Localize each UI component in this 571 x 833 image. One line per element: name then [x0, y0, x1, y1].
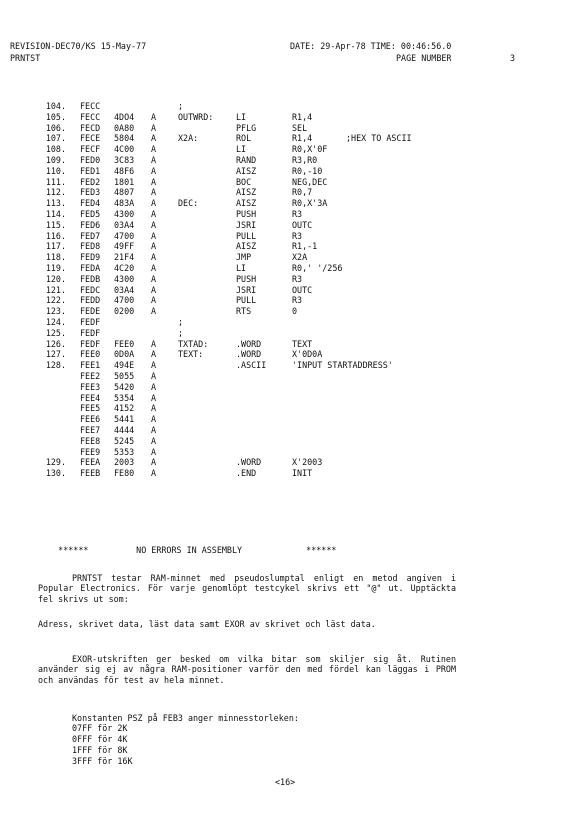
- listing-flag: A: [151, 338, 157, 349]
- listing-flag: A: [151, 208, 157, 219]
- listing-code: 03A4: [114, 219, 135, 230]
- listing-arg: R3: [292, 273, 303, 284]
- listing-code: 49FF: [114, 241, 135, 252]
- listing-flag: A: [151, 198, 157, 209]
- listing-code: 5245: [114, 435, 135, 446]
- listing-line: 104.: [45, 101, 66, 111]
- listing-addr: FED1: [80, 165, 101, 176]
- listing-line: 130.: [45, 468, 66, 479]
- listing-op: .WORD: [236, 349, 262, 360]
- listing-flag: A: [151, 468, 157, 479]
- listing-flag: A: [151, 424, 157, 435]
- listing-code: 0200: [114, 306, 135, 317]
- listing-code: 0D0A: [114, 349, 135, 360]
- assembly-summary: [38, 535, 336, 566]
- listing-addr: FEE5: [80, 403, 101, 414]
- listing-code: 5353: [114, 446, 135, 457]
- listing-addr: FECC: [80, 101, 101, 111]
- listing-flag: A: [151, 176, 157, 187]
- listing-label: OUTWRD:: [178, 111, 214, 122]
- listing-code: 21F4: [114, 252, 135, 263]
- listing-arg: INIT: [292, 468, 313, 479]
- listing-flag: A: [151, 349, 157, 360]
- listing-op: RAND: [236, 154, 257, 165]
- listing-code: 5055: [114, 370, 135, 381]
- listing-label: DEC:: [178, 198, 199, 209]
- listing-code: 4700: [114, 295, 135, 306]
- summary-stars-left: ******: [58, 545, 89, 556]
- listing-label: X2A:: [178, 133, 199, 144]
- listing-line: 111.: [45, 176, 66, 187]
- listing-label: TXTAD:: [178, 338, 209, 349]
- listing-op: .WORD: [236, 457, 262, 468]
- listing-addr: FED0: [80, 154, 101, 165]
- memory-size-item: 07FF för 2K: [72, 723, 128, 733]
- listing-code: 1801: [114, 176, 135, 187]
- listing-arg: 0: [292, 306, 298, 317]
- listing-line: 105.: [45, 111, 66, 122]
- listing-code: 5441: [114, 414, 135, 425]
- listing-flag: A: [151, 165, 157, 176]
- listing-flag: A: [151, 414, 157, 425]
- listing-op: AISZ: [236, 187, 257, 198]
- listing-op: AISZ: [236, 241, 257, 252]
- listing-line: 114.: [45, 208, 66, 219]
- listing-line: 120.: [45, 273, 66, 284]
- listing-code: 4700: [114, 230, 135, 241]
- listing-flag: A: [151, 457, 157, 468]
- listing-addr: FECE: [80, 133, 101, 144]
- listing-op: ROL: [236, 133, 252, 144]
- listing-addr: FEEA: [80, 457, 101, 468]
- program-name: PRNTST: [10, 53, 41, 63]
- listing-flag: A: [151, 144, 157, 155]
- listing-code: 483A: [114, 198, 135, 209]
- listing-addr: FEE7: [80, 424, 101, 435]
- date-time-header: DATE: 29-Apr-78 TIME: 00:46:56.0: [290, 41, 452, 51]
- listing-flag: A: [151, 252, 157, 263]
- listing-op: PUSH: [236, 208, 257, 219]
- listing-flag: A: [151, 403, 157, 414]
- listing-arg: OUTC: [292, 284, 313, 295]
- listing-addr: FEDB: [80, 273, 101, 284]
- listing-line: 129.: [45, 457, 66, 468]
- listing-flag: A: [151, 295, 157, 306]
- listing-arg: OUTC: [292, 219, 313, 230]
- listing-line: 108.: [45, 144, 66, 155]
- description-paragraph-1: PRNTST testar RAM-minnet med pseudoslumptal enligt en metod angiven i Popular Electronics. För varje genomlöpt testcykel skrivs ett "@" ut. Upptäckta fel skrivs ut som:: [38, 573, 456, 604]
- listing-arg: R1,-1: [292, 241, 318, 252]
- listing-addr: FED8: [80, 241, 101, 252]
- listing-flag: A: [151, 262, 157, 273]
- listing-addr: FEE9: [80, 446, 101, 457]
- listing-line: 113.: [45, 198, 66, 209]
- listing-line: 126.: [45, 338, 66, 349]
- listing-line: 106.: [45, 122, 66, 133]
- listing-flag: A: [151, 133, 157, 144]
- listing-arg: R0,X'0F: [292, 144, 328, 155]
- listing-addr: FEE3: [80, 381, 101, 392]
- listing-addr: FEE4: [80, 392, 101, 403]
- description-paragraph-4: Konstanten PSZ på FEB3 anger minnesstorleken:: [72, 713, 299, 723]
- listing-code: 3C83: [114, 154, 135, 165]
- page-footer-number: <16>: [275, 777, 296, 787]
- listing-arg: X2A: [292, 252, 308, 263]
- listing-addr: FEE6: [80, 414, 101, 425]
- listing-op: LI: [236, 111, 247, 122]
- listing-op: PFLG: [236, 122, 257, 133]
- listing-addr: FEDF: [80, 316, 101, 327]
- summary-message: NO ERRORS IN ASSEMBLY: [136, 545, 243, 556]
- listing-addr: FEEB: [80, 468, 101, 479]
- listing-line: 110.: [45, 165, 66, 176]
- listing-code: 4C20: [114, 262, 135, 273]
- listing-addr: FED9: [80, 252, 101, 263]
- listing-addr: FEDC: [80, 284, 101, 295]
- listing-addr: FED7: [80, 230, 101, 241]
- memory-size-item: 3FFF för 16K: [72, 756, 133, 766]
- listing-label: TEXT:: [178, 349, 204, 360]
- listing-code: 0A80: [114, 122, 135, 133]
- listing-arg: R0,' '/256: [292, 262, 343, 273]
- listing-op: JSRI: [236, 219, 257, 230]
- description-paragraph-2: Adress, skrivet data, läst data samt EXOR av skrivet och läst data.: [38, 619, 376, 629]
- listing-arg: R1,4: [292, 111, 313, 122]
- listing-code: 5420: [114, 381, 135, 392]
- listing-line: 109.: [45, 154, 66, 165]
- listing-code: 48F6: [114, 165, 135, 176]
- listing-arg: R0,7: [292, 187, 313, 198]
- listing-arg: R3,R0: [292, 154, 318, 165]
- listing-code: 5804: [114, 133, 135, 144]
- listing-arg: X'2003: [292, 457, 323, 468]
- listing-flag: A: [151, 392, 157, 403]
- listing-line: 124.: [45, 316, 66, 327]
- listing-addr: FEE1: [80, 360, 101, 371]
- listing-op: JMP: [236, 252, 252, 263]
- listing-line: 122.: [45, 295, 66, 306]
- listing-flag: A: [151, 219, 157, 230]
- listing-arg: R3: [292, 230, 303, 241]
- listing-code: 4807: [114, 187, 135, 198]
- listing-flag: A: [151, 154, 157, 165]
- listing-op: RTS: [236, 306, 252, 317]
- listing-flag: A: [151, 284, 157, 295]
- listing-flag: A: [151, 187, 157, 198]
- listing-arg: R3: [292, 208, 303, 219]
- listing-flag: A: [151, 370, 157, 381]
- listing-addr: FEDF: [80, 338, 101, 349]
- listing-code: 4152: [114, 403, 135, 414]
- listing-op: LI: [236, 262, 247, 273]
- listing-addr: FED3: [80, 187, 101, 198]
- listing-line: 117.: [45, 241, 66, 252]
- listing-arg: R0,-10: [292, 165, 323, 176]
- memory-size-list: [72, 723, 133, 767]
- listing-op: .ASCII: [236, 360, 267, 371]
- listing-arg: R1,4: [292, 133, 313, 144]
- listing-arg: TEXT: [292, 338, 313, 349]
- listing-code: 4C00: [114, 144, 135, 155]
- listing-label: ;: [178, 327, 184, 338]
- listing-addr: FED2: [80, 176, 101, 187]
- listing-addr: FEDE: [80, 306, 101, 317]
- listing-code: FE80: [114, 468, 135, 479]
- listing-label: ;: [178, 316, 184, 327]
- listing-flag: A: [151, 381, 157, 392]
- listing-line: 123.: [45, 306, 66, 317]
- listing-op: PULL: [236, 230, 257, 241]
- listing-flag: A: [151, 230, 157, 241]
- listing-line: 128.: [45, 360, 66, 371]
- listing-op: AISZ: [236, 198, 257, 209]
- listing-flag: A: [151, 435, 157, 446]
- listing-op: JSRI: [236, 284, 257, 295]
- memory-size-item: 1FFF för 8K: [72, 745, 128, 755]
- listing-line: 119.: [45, 262, 66, 273]
- listing-op: PULL: [236, 295, 257, 306]
- listing-line: 112.: [45, 187, 66, 198]
- listing-label: ;: [178, 101, 184, 111]
- listing-arg: SEL: [292, 122, 308, 133]
- listing-addr: FED6: [80, 219, 101, 230]
- listing-arg: R3: [292, 295, 303, 306]
- listing-line: 107.: [45, 133, 66, 144]
- listing-op: .WORD: [236, 338, 262, 349]
- listing-line: 125.: [45, 327, 66, 338]
- listing-op: .END: [236, 468, 257, 479]
- listing-addr: FEE0: [80, 349, 101, 360]
- listing-line: 116.: [45, 230, 66, 241]
- listing-flag: A: [151, 122, 157, 133]
- listing-code: 494E: [114, 360, 135, 371]
- listing-comment: ;HEX TO ASCII: [346, 133, 412, 144]
- listing-line: 115.: [45, 219, 66, 230]
- listing-arg: X'0D0A: [292, 349, 323, 360]
- listing-code: 4DO4: [114, 111, 135, 122]
- listing-addr: FED5: [80, 208, 101, 219]
- listing-flag: A: [151, 446, 157, 457]
- listing-arg: NEG,DEC: [292, 176, 328, 187]
- listing-op: BOC: [236, 176, 252, 187]
- listing-addr: FECF: [80, 144, 101, 155]
- listing-arg: 'INPUT STARTADDRESS': [292, 360, 393, 371]
- listing-addr: FECD: [80, 122, 101, 133]
- listing-flag: A: [151, 273, 157, 284]
- revision-header: REVISION-DEC70/KS 15-May-77: [10, 41, 147, 51]
- listing-code: 03A4: [114, 284, 135, 295]
- listing-addr: FEDF: [80, 327, 101, 338]
- listing-flag: A: [151, 111, 157, 122]
- memory-size-item: 0FFF för 4K: [72, 734, 128, 744]
- listing-code: 4300: [114, 208, 135, 219]
- listing-addr: FEE2: [80, 370, 101, 381]
- listing-addr: FEDD: [80, 295, 101, 306]
- listing-addr: FEDA: [80, 262, 101, 273]
- page-number: 3: [510, 53, 516, 63]
- listing-op: PUSH: [236, 273, 257, 284]
- listing-line: 121.: [45, 284, 66, 295]
- page-number-label: PAGE NUMBER: [396, 53, 452, 63]
- listing-op: LI: [236, 144, 247, 155]
- listing-code: 2003: [114, 457, 135, 468]
- listing-line: 118.: [45, 252, 66, 263]
- listing-op: AISZ: [236, 165, 257, 176]
- listing-addr: FEE8: [80, 435, 101, 446]
- listing-addr: FECC: [80, 111, 101, 122]
- listing-line: 127.: [45, 349, 66, 360]
- listing-code: 5354: [114, 392, 135, 403]
- listing-code: 4300: [114, 273, 135, 284]
- description-paragraph-3: EXOR-utskriften ger besked om vilka bitar som skiljer sig åt. Rutinen använder sig ej av några RAM-positioner varför den med fördel kan läggas i PROM och användas för test av hela minnet.: [38, 654, 456, 685]
- listing-flag: A: [151, 360, 157, 371]
- listing-code: FEE0: [114, 338, 135, 349]
- listing-arg: R0,X'3A: [292, 198, 328, 209]
- listing-flag: A: [151, 241, 157, 252]
- listing-addr: FED4: [80, 198, 101, 209]
- listing-code: 4444: [114, 424, 135, 435]
- summary-stars-right: ******: [306, 545, 337, 556]
- listing-flag: A: [151, 306, 157, 317]
